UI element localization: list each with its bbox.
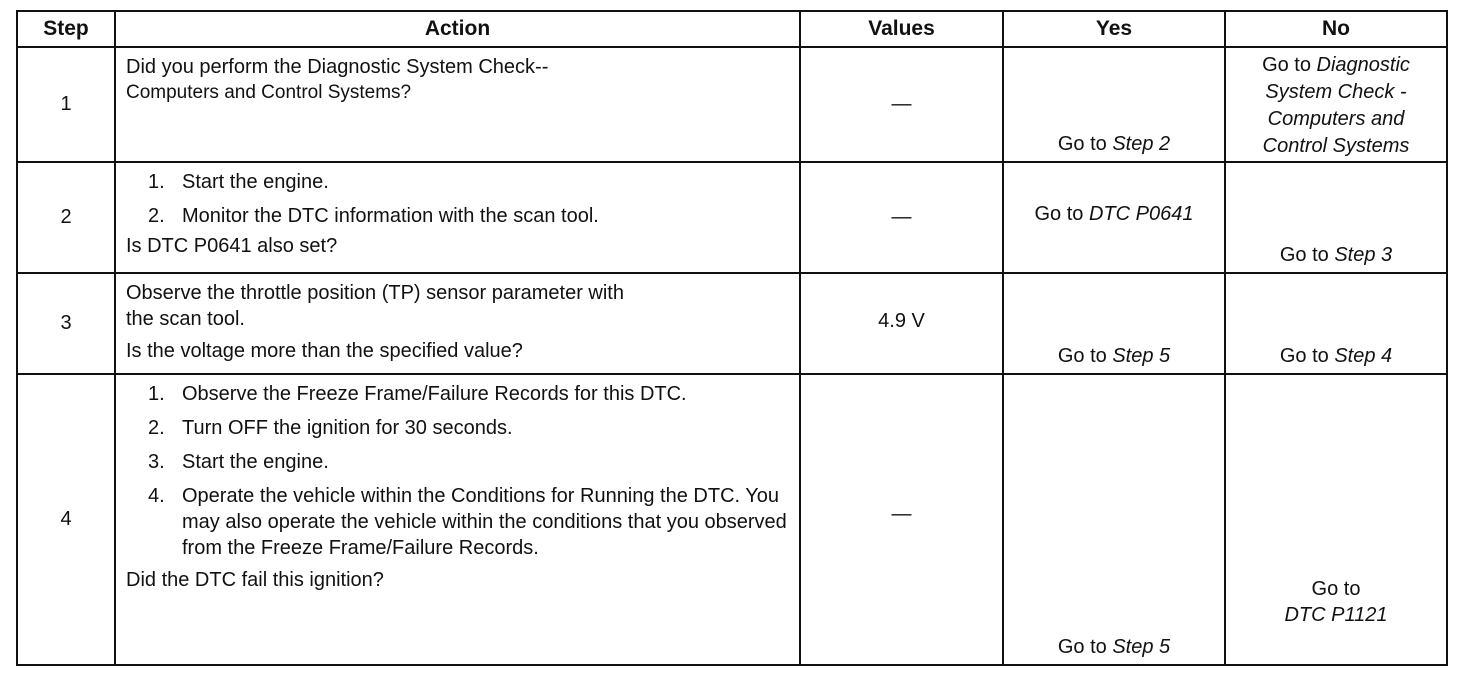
value-cell: —: [800, 47, 1003, 162]
yes-cell: [1003, 374, 1225, 665]
list-item-text: Start the engine.: [182, 171, 329, 194]
question-text: Is DTC P0641 also set?: [126, 235, 338, 258]
header-yes: Yes: [1003, 11, 1225, 47]
table-row: [17, 162, 1447, 273]
no-target: DTC P1121: [1284, 604, 1388, 626]
action-text: the scan tool.: [126, 308, 245, 331]
yes-prefix: Go to: [1057, 345, 1113, 368]
no-target: Step 4: [1334, 345, 1393, 368]
value-cell: —: [800, 374, 1003, 665]
no-cell: [1225, 162, 1447, 273]
step-number: 3: [17, 273, 115, 374]
step-number: 1: [17, 47, 115, 162]
yes-cell: [1003, 162, 1225, 273]
list-item: 2. Turn OFF the ignition for 30 seconds.: [148, 417, 513, 440]
action-text: Did you perform the Diagnostic System Check--: [126, 56, 549, 78]
yes-link: [1004, 634, 1224, 660]
action-cell: [115, 47, 800, 162]
table-row: [17, 273, 1447, 374]
no-prefix: Go to: [1279, 244, 1335, 267]
header-step: Step: [17, 11, 115, 47]
no-cell: [1225, 273, 1447, 374]
value-cell: 4.9 V: [800, 273, 1003, 374]
action-text: Computers and Control Systems?: [126, 82, 412, 103]
action-cell: [115, 162, 800, 273]
table-row: [17, 47, 1447, 162]
no-target: Diagnostic: [1316, 54, 1410, 76]
no-link: [1226, 343, 1446, 369]
no-target: Step 3: [1334, 244, 1393, 267]
header-no: No: [1225, 11, 1447, 47]
header-action: Action: [115, 11, 800, 47]
list-item: 4. Operate the vehicle within the Conditions for Running the DTC. You may also operate the vehicle within the conditions that you observed from the Freeze Frame/Failure Records.: [148, 485, 787, 560]
action-cell: [115, 273, 800, 374]
step-number: 4: [17, 374, 115, 665]
step-number: 2: [17, 162, 115, 273]
header-row: [17, 11, 1447, 47]
yes-target: Step 5: [1112, 636, 1171, 658]
list-item-text: Observe the Freeze Frame/Failure Records for this DTC.: [182, 383, 687, 406]
list-item-text: Turn OFF the ignition for 30 seconds.: [182, 417, 513, 440]
list-item: 3. Start the engine.: [148, 451, 329, 474]
question-text: Is the voltage more than the specified value?: [126, 340, 523, 363]
yes-prefix: Go to: [1057, 133, 1113, 156]
yes-link: [1004, 201, 1224, 227]
yes-link: [1004, 343, 1224, 369]
action-text: Observe the throttle position (TP) sensor parameter with: [126, 282, 624, 305]
action-list: [126, 381, 789, 561]
no-prefix: Go to: [1311, 578, 1361, 600]
question-text: Did the DTC fail this ignition?: [126, 569, 384, 592]
no-link: [1226, 52, 1446, 160]
no-target: Control Systems: [1262, 135, 1410, 157]
no-link: [1226, 576, 1446, 628]
yes-link: [1004, 131, 1224, 157]
yes-cell: [1003, 47, 1225, 162]
yes-target: Step 5: [1112, 345, 1171, 368]
list-item: 1. Observe the Freeze Frame/Failure Records for this DTC.: [148, 383, 687, 406]
no-target: Computers and: [1267, 108, 1405, 130]
yes-prefix: Go to: [1057, 636, 1113, 658]
yes-prefix: Go to: [1034, 203, 1089, 226]
no-cell: [1225, 374, 1447, 665]
header-values: Values: [800, 11, 1003, 47]
value-cell: —: [800, 162, 1003, 273]
action-cell: [115, 374, 800, 665]
list-item: 1. Start the engine.: [148, 171, 329, 194]
no-prefix: Go to: [1262, 54, 1317, 76]
list-item-text: Monitor the DTC information with the scan tool.: [182, 205, 599, 228]
list-item: 2. Monitor the DTC information with the scan tool.: [148, 205, 599, 228]
list-item-text: Operate the vehicle within the Conditions for Running the DTC. You may also operate the vehicle within the conditions that you observed from the Freeze Frame/Failure Records.: [182, 485, 787, 560]
action-list: [126, 169, 789, 229]
no-target: System Check -: [1265, 81, 1407, 103]
yes-target: DTC P0641: [1088, 203, 1194, 226]
table-row: [17, 374, 1447, 665]
no-cell: [1225, 47, 1447, 162]
no-prefix: Go to: [1279, 345, 1335, 368]
yes-cell: [1003, 273, 1225, 374]
yes-target: Step 2: [1112, 133, 1171, 156]
diagnostic-table: [16, 10, 1448, 666]
list-item-text: Start the engine.: [182, 451, 329, 474]
no-link: [1226, 242, 1446, 268]
